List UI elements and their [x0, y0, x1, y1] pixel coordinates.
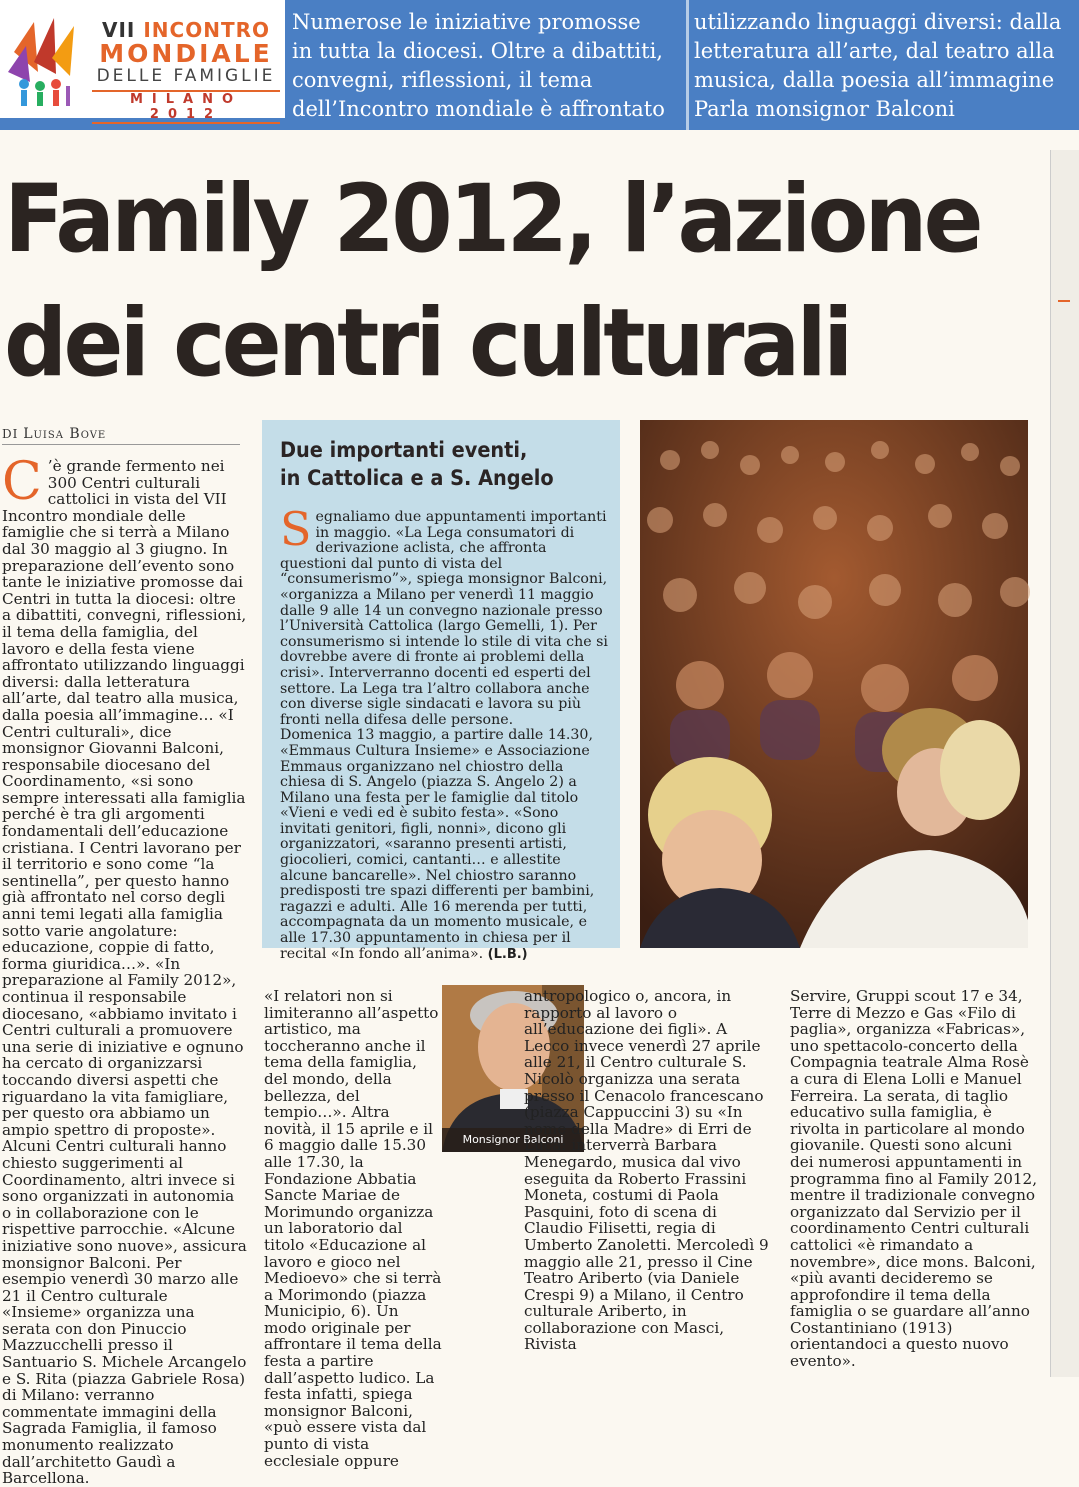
sidebar-box	[262, 420, 620, 962]
byline: DI Luisa Bove	[2, 426, 240, 445]
sidebar-paragraph-1: Segnaliamo due appuntamenti importanti in maggio. «La Lega consumatori di derivazione aclista, che affronta questioni dal punto di vista del “consumerismo”», spiega monsignor Balconi, «organizza a Milano per venerdì 11 maggio dalle 9 alle 14 un convegno nazionale presso l’Università Cattolica (largo Gemelli, 1). Per consumerismo si intende lo stile di vita che si dovrebbe avere di fronte ai problemi della crisi». Interverranno docenti ed esperti del settore. La Lega tra l’altro collabora anche con diverse sigle sindacati e lavora su più fronti nella difesa delle persone.	[280, 502, 608, 728]
header-banner	[0, 0, 1079, 130]
article-column-2: «I relatori non si limiteranno all’aspetto artistico, ma toccheranno anche il tema della famiglia, del mondo, della bellezza, del tempio…». Altra novità, il 15 aprile e il 6 maggio dalle 15.30 alle 17.30, la Fondazione Abbatia Sancte Mariae de Morimundo organizza un laboratorio dal titolo «Educazione al lavoro e gioco nel Medioevo» che si terrà a Morimondo (piazza Municipio, 6). Un modo originale per affrontare il tema della festa a partire dall’aspetto ludico. La festa infatti, spiega monsignor Balconi, «può essere vista dal punto di vista ecclesiale oppure	[264, 987, 442, 1470]
sidebar-title: Due importanti eventi, in Cattolica e a S. Angelo	[280, 438, 554, 490]
article-column-1: C ’è grande fermento nei 300 Centri culturali cattolici in vista del VII Incontro mondiale delle famiglie che si terrà a Milano dal 30 maggio al 3 giugno. In preparazione dell’evento sono tante le iniziative promosse dai Centri in tutta la diocesi: oltre a dibattiti, convegni, riflessioni, il tema della famiglia, del lavoro e della festa viene affrontato utilizzando linguaggi diversi: dalla letteratura all’arte, dal teatro alla musica, dalla poesia all’immagine… «I Centri culturali», dice monsignor Giovanni Balconi, responsabile diocesano del Coordinamento, «si sono sempre interessati alla famiglia perché è tra gli argomenti fondamentali dell’educazione cristiana. I Centri lavorano per il territorio e sono come “la sentinella”, per questo hanno già affrontato nel corso degli anni temi legati alla famiglia sotto varie angolature: educazione, coppie di fatto, forma giuridica…». «In preparazione al Family 2012», continua il responsabile diocesano, «abbiamo invitato i Centri culturali a promuovere una serie di iniziative e ognuno ha cercato di organizzarsi toccando diversi aspetti che riguardano la vita famigliare, per questo ora abbiamo un ampio spettro di proposte». Alcuni Centri culturali hanno chiesto suggerimenti al Coordinamento, altri invece si sono organizzati in autonomia o in collaborazione con le rispettive parrocchie. «Alcune iniziative sono nuove», assicura monsignor Balconi. Per esempio venerdì 30 marzo alle 21 il Centro culturale «Insieme» organizza una serata con don Pinuccio Mazzucchelli presso il Santuario S. Michele Arcangelo e S. Rita (piazza Gabriele Rosa) di Milano: verranno commentate immagini della Sagrada Famiglia, il famoso monumento realizzato dall’architetto Gaudì a Barcellona.	[2, 452, 247, 1487]
logo-line1: VII INCONTRO	[102, 18, 270, 42]
audience-photo-image	[640, 420, 1028, 948]
sidebar-drop-cap: S	[280, 502, 312, 556]
logo-line2: MONDIALE	[99, 39, 273, 68]
event-logo	[0, 0, 285, 122]
sidebar-body	[280, 502, 608, 962]
article-column-3: antropologico o, ancora, in rapporto al lavoro o all’educazione dei figli». A Lecco invece venerdì 27 aprile alle 21, il Centro culturale S. Nicolò organizza una serata presso il Cenacolo francescano (piazza Cappuccini 3) su «In nome della Madre» di Erri de Luca: interverrà Barbara Menegardo, musica dal vivo eseguita da Roberto Frassini Moneta, costumi di Paola Pasquini, foto di scena di Claudio Filisetti, regia di Umberto Zanoletti. Mercoledì 9 maggio alle 21, presso il Cine Teatro Ariberto (via Daniele Crespi 9) a Milano, il Centro culturale Ariberto, in collaborazione con Masci, Rivista	[524, 987, 769, 1354]
portrait-caption: Monsignor Balconi	[442, 1128, 584, 1152]
banner-summary-col1: Numerose le iniziative promosse in tutta la diocesi. Oltre a dibattiti, convegni, riflessioni, il tema dell’Incontro mondiale è affrontato	[292, 10, 665, 121]
logo-line4: MILANO 2012	[92, 90, 280, 124]
banner-divider	[686, 0, 689, 130]
drop-cap: C	[2, 452, 42, 512]
article-column-4: Servire, Gruppi scout 17 e 34, Terre di Mezzo e Gas «Filo di paglia», organizza «Fabricas», uno spettacolo-concerto della Compagnia teatrale Alma Rosè a cura di Elena Lolli e Manuel Ferreira. La serata, di taglio educativo sulla famiglia, è rivolta in particolare al mondo giovanile. Questi sono alcuni dei numerosi appuntamenti in programma fino al Family 2012, mentre il tradizionale convegno organizzato dal Servizio per il coordinamento Centri culturali cattolici «è rimandato a novembre», dice mons. Balconi, «più avanti decideremo se approfondire il tema della famiglia o se guardare all’anno Costantiniano (1913) orientandoci a questo nuovo evento».	[790, 987, 1038, 1371]
logo-line3: DELLE FAMIGLIE	[96, 66, 276, 86]
page-edge-strip	[1050, 150, 1079, 1377]
audience-photo	[640, 420, 1028, 948]
page-edge-mark	[1058, 300, 1070, 302]
family-logo-icon	[4, 12, 88, 108]
sidebar-paragraph-2: Domenica 13 maggio, a partire dalle 14.30, «Emmaus Cultura Insieme» e Associazione Emmaus organizzano nel chiostro della chiesa di S. Angelo (piazza S. Angelo 2) a Milano una festa per le famiglie dal titolo «Vieni e vedi ed è subito festa». «Sono invitati genitori, figli, nonni», dicono gli organizzatori, «saranno presenti artisti, giocolieri, comici, cantanti… e allestite alcune bancarelle». Nel chiostro saranno predisposti tre spazi differenti per bambini, ragazzi e adulti. Alle 16 merenda per tutti, accompagnata da un momento musicale, e alle 17.30 appuntamento in chiesa per il recital «In fondo all’anima». (L.B.)	[280, 727, 595, 962]
banner-summary-col2: utilizzando linguaggi diversi: dalla letteratura all’arte, dal teatro alla musica, dalla poesia all’immagine Parla monsignor Balconi	[694, 10, 1062, 121]
sidebar-signature: (L.B.)	[487, 946, 528, 962]
article-headline: Family 2012, l’azione dei centri culturali	[4, 165, 980, 398]
logo-wordmark	[92, 18, 280, 124]
